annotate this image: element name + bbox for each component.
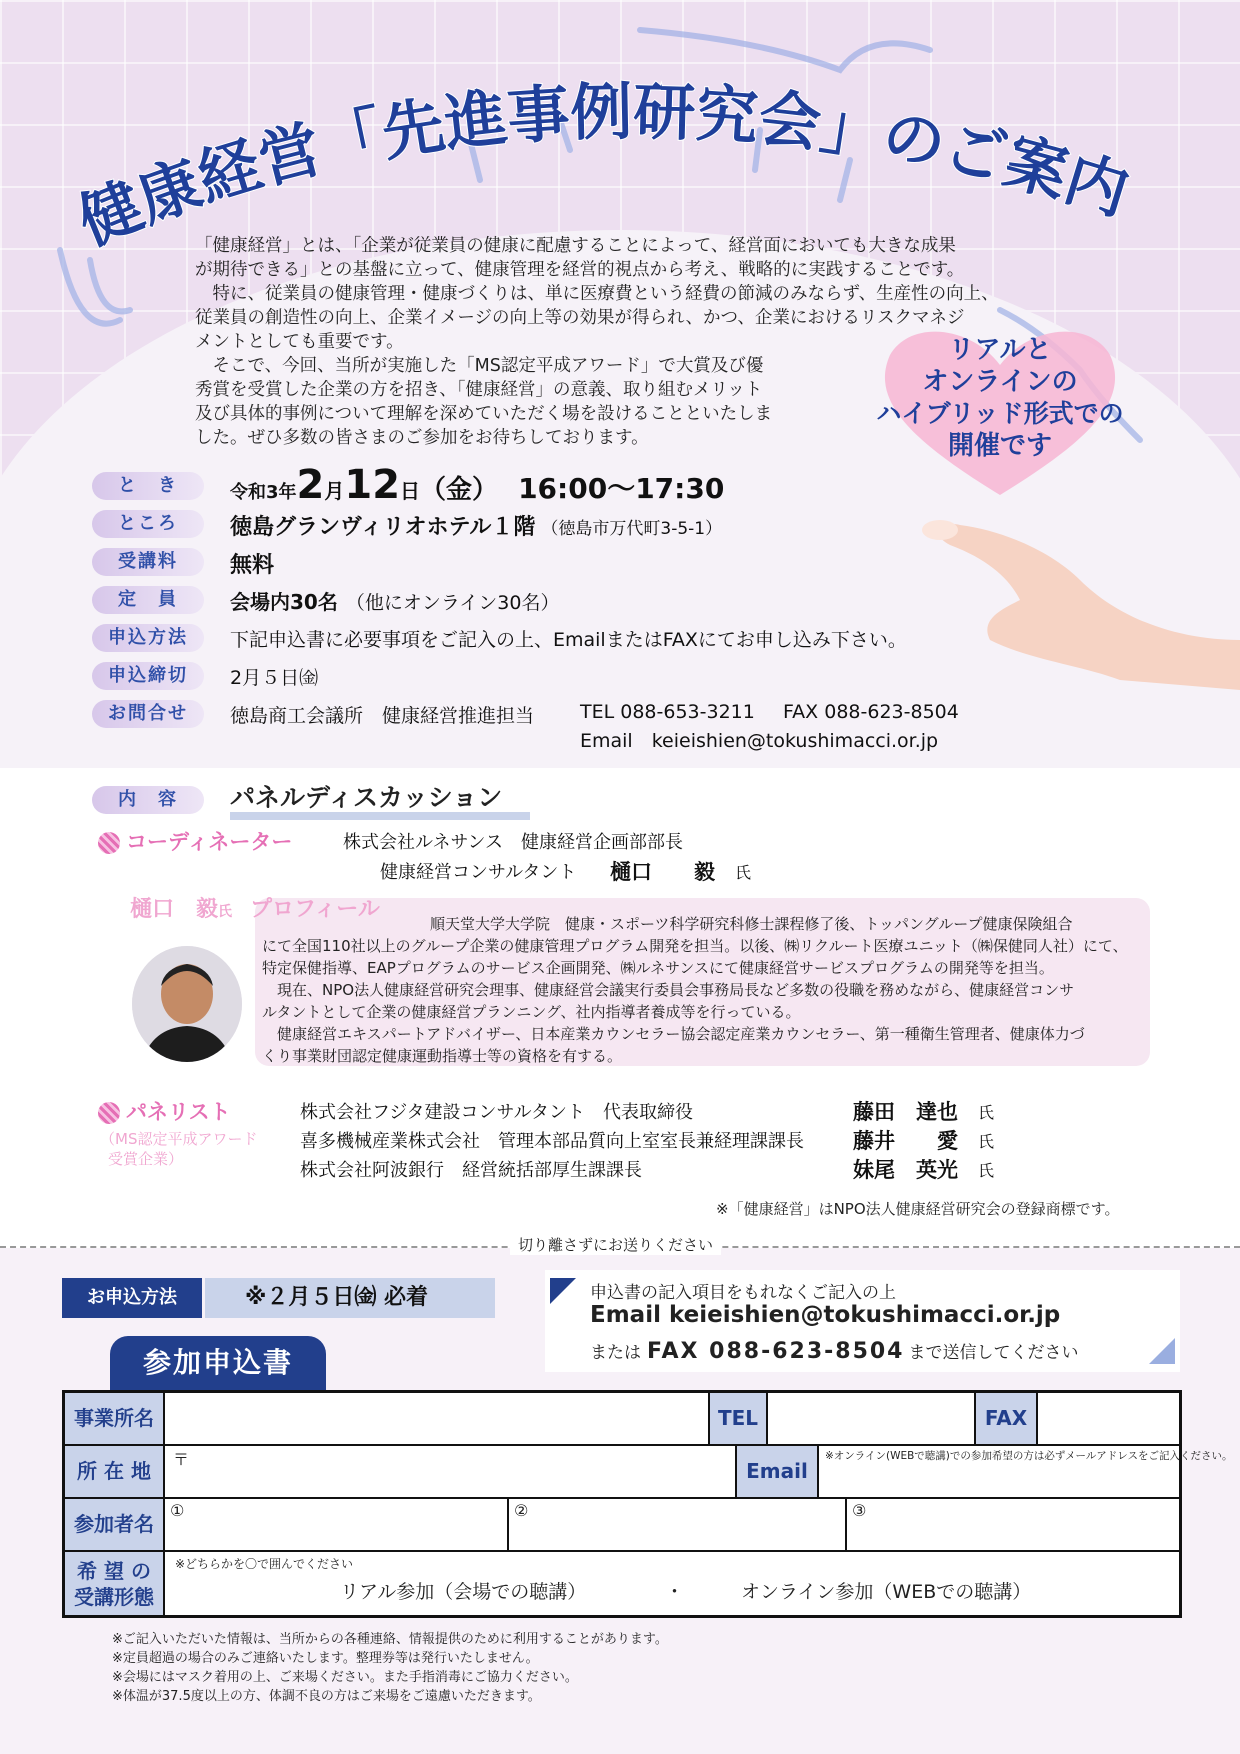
- panelist-2-name: 藤井 愛: [853, 1129, 958, 1153]
- trademark-note: ※「健康経営」はNPO法人健康経営研究会の登録商標です。: [716, 1200, 1120, 1218]
- participant-1-field[interactable]: [165, 1499, 507, 1550]
- email-field[interactable]: [819, 1446, 1179, 1497]
- participant-2-mark: ②: [514, 1501, 529, 1520]
- panelists-sub-1: （MS認定平成アワード: [100, 1130, 258, 1148]
- date-day-unit: 日: [400, 479, 421, 503]
- note-1: ※ご記入いただいた情報は、当所からの各種連絡、情報提供のために利用することがあります。: [112, 1632, 668, 1647]
- label-content: 内 容: [92, 786, 204, 814]
- row-divider: [65, 1550, 1179, 1552]
- date-time: 16:00〜17:30: [518, 472, 725, 505]
- panelist-3-name: 妹尾 英光: [853, 1158, 958, 1182]
- send-email: Email keieishien@tokushimacci.or.jp: [590, 1302, 1061, 1328]
- title-text: 健康経営「先進事例研究会」のご案内: [68, 75, 1138, 260]
- svg-text:健康経営「先進事例研究会」のご案内: [68, 75, 1137, 259]
- label-method: 申込方法: [92, 624, 204, 652]
- venue-address: （徳島市万代町3-5-1）: [541, 519, 723, 539]
- fax-field[interactable]: [1038, 1393, 1179, 1444]
- cut-line-label: 切り離さずにお送りください: [510, 1234, 721, 1255]
- coordinator-affiliation: 株式会社ルネサンス 健康経営企画部部長: [343, 832, 684, 853]
- flower-icon: [98, 1102, 120, 1124]
- profile-heading: [130, 892, 380, 923]
- date-month-unit: 月: [324, 479, 345, 503]
- style-label-line-1: 希 望 の: [77, 1559, 151, 1583]
- label-contact: お問合せ: [92, 700, 204, 728]
- office-label: 事業所名: [65, 1393, 163, 1444]
- application-form: [62, 1390, 1233, 1618]
- contact-fax: FAX 088-623-8504: [783, 701, 959, 723]
- venue-value: [230, 510, 722, 541]
- fee-value: 無料: [230, 553, 275, 578]
- participant-3-field[interactable]: [847, 1499, 1179, 1550]
- heart-line-3: ハイブリッド形式での: [876, 399, 1124, 428]
- hand-illustration: [880, 490, 1240, 690]
- venue-name: 徳島グランヴィリオホテル１階: [230, 515, 536, 540]
- date-era: 令和3年: [230, 482, 297, 503]
- intro-line-9: した。ぜひ多数の皆さまのご参加をお待ちしております。: [195, 428, 649, 448]
- participants-label: 参加者名: [65, 1499, 163, 1550]
- profile-heading-name: 樋口 毅: [130, 897, 219, 922]
- date-day: 12: [344, 462, 401, 508]
- coordinator-name: 樋口 毅: [610, 860, 715, 884]
- date-month: 2: [296, 462, 325, 508]
- heart-line-1: リアルと: [948, 335, 1052, 365]
- panelist-3-honorific: 氏: [978, 1161, 995, 1180]
- tel-field[interactable]: [768, 1393, 974, 1444]
- note-2: ※定員超過の場合のみご連絡いたします。整理券等は発行いたしません。: [112, 1651, 539, 1666]
- office-field[interactable]: [165, 1393, 708, 1444]
- note-4: ※体温が37.5度以上の方、体調不良の方はご来場をご遠慮いただきます。: [112, 1689, 541, 1704]
- capacity-main: 会場内30名: [230, 590, 338, 614]
- corner-triangle-icon: [1149, 1338, 1175, 1364]
- apply-method-label: お申込方法: [62, 1278, 202, 1318]
- intro-line-8: 及び具体的事例について理解を深めていただく場を設けることといたしま: [195, 404, 773, 424]
- style-note: ※どちらかを〇で囲んでください: [175, 1557, 354, 1571]
- fax-label: FAX: [974, 1393, 1038, 1444]
- capacity-value: [230, 586, 559, 615]
- intro-line-3: 特に、従業員の健康管理・健康づくりは、単に医療費という経費の節減のみならず、生産性の向上、: [195, 284, 999, 304]
- avatar: [132, 946, 242, 1062]
- profile-line-3: 特定保健指導、EAPプログラムのサービス企画開発、㈱ルネサンスにて健康経営サービスプログラムの開発等を担当。: [262, 959, 1054, 977]
- form-title: 参加申込書: [110, 1336, 326, 1390]
- participant-3-mark: ③: [852, 1501, 867, 1520]
- panelists-heading-text: パネリスト: [126, 1100, 231, 1124]
- profile-line-7: くり事業財団認定健康運動指導士等の資格を有する。: [262, 1047, 623, 1065]
- intro-line-4: 従業員の創造性の向上、企業イメージの向上等の効果が得られ、かつ、企業におけるリスクマネジ: [195, 308, 965, 328]
- style-label-line-2: 受講形態: [74, 1585, 154, 1609]
- address-field[interactable]: [165, 1446, 735, 1497]
- flower-icon: [98, 832, 120, 854]
- send-instructions: [545, 1270, 1180, 1372]
- label-date: と き: [92, 472, 204, 500]
- participant-2-field[interactable]: [509, 1499, 845, 1550]
- postal-mark: 〒: [173, 1450, 190, 1469]
- date-weekday: （金）: [420, 475, 499, 505]
- heart-line-2: オンラインの: [922, 367, 1078, 397]
- capacity-note: （他にオンライン30名）: [345, 592, 560, 614]
- panelist-1-honorific: 氏: [978, 1103, 995, 1122]
- intro-line-2: が期待できる」との基盤に立って、健康管理を経営的視点から考え、戦略的に実践することです。: [195, 260, 965, 280]
- email-note: ※オンライン(WEBで聴講)での参加希望の方は必ずメールアドレスをご記入ください。: [825, 1450, 1233, 1462]
- profile-heading-shi: 氏: [218, 904, 233, 920]
- panelist-3-org: 株式会社阿波銀行 経営統括部厚生課課長: [300, 1160, 642, 1181]
- profile-heading-label: プロフィール: [250, 897, 380, 922]
- send-line-1: 申込書の記入項目をもれなくご記入の上: [590, 1283, 896, 1303]
- profile-line-4: 現在、NPO法人健康経営研究会理事、健康経営会議実行委員会事務局長など多数の役職を務めながら、健康経営コンサ: [262, 981, 1075, 999]
- label-fee: 受講料: [92, 548, 204, 576]
- option-separator: ・: [665, 1581, 685, 1603]
- panelist-1-org: 株式会社フジタ建設コンサルタント 代表取締役: [300, 1102, 693, 1123]
- intro-line-5: メントとしても重要です。: [195, 332, 404, 352]
- send-end: まで送信してください: [908, 1343, 1079, 1363]
- send-or: または: [590, 1343, 641, 1363]
- address-label: 所 在 地: [65, 1446, 163, 1497]
- intro-line-7: 秀賞を受賞した企業の方を招き、「健康経営」の意義、取り組むメリット: [195, 380, 763, 400]
- panelists-heading: [98, 1096, 231, 1126]
- contact-email: Email keieishien@tokushimacci.or.jp: [580, 730, 939, 752]
- date-value: [230, 462, 724, 508]
- content-value: パネルディスカッション: [230, 783, 503, 812]
- label-venue: ところ: [92, 510, 204, 538]
- panelist-1-name: 藤田 達也: [853, 1100, 958, 1124]
- tel-label: TEL: [708, 1393, 768, 1444]
- coordinator-honorific: 氏: [735, 863, 752, 882]
- intro-line-1: 「健康経営」とは、「企業が従業員の健康に配慮することによって、経営面においても大きな成果: [195, 236, 956, 256]
- option-real[interactable]: リアル参加（会場での聴講）: [340, 1581, 587, 1603]
- coordinator-heading-text: コーディネーター: [126, 830, 293, 854]
- contact-tel: TEL 088-653-3211: [580, 701, 755, 723]
- profile-line-2: にて全国110社以上のグループ企業の健康管理プログラム開発を担当。以後、㈱リクルート医療ユニット（㈱保健同人社）にて、: [262, 937, 1128, 955]
- deadline-value: 2月５日㈮: [230, 667, 319, 689]
- style-label: [65, 1552, 163, 1615]
- method-value: 下記申込書に必要事項をご記入の上、EmailまたはFAXにてお申し込み下さい。: [230, 629, 907, 651]
- label-capacity: 定 員: [92, 586, 204, 614]
- corner-triangle-icon: [550, 1278, 576, 1304]
- coordinator-heading: [98, 826, 292, 856]
- coordinator-role: 健康経営コンサルタント: [380, 862, 577, 883]
- contact-org: 徳島商工会議所 健康経営推進担当: [230, 705, 535, 727]
- person-photo-icon: [132, 946, 242, 1062]
- intro-line-6: そこで、今回、当所が実施した「MS認定平成アワード」で大賞及び優: [195, 356, 764, 376]
- panelist-2-honorific: 氏: [978, 1132, 995, 1151]
- participant-1-mark: ①: [170, 1501, 185, 1520]
- panelist-2-org: 喜多機械産業株式会社 管理本部品質向上室室長兼経理課課長: [300, 1131, 804, 1152]
- apply-deadline: ※２月５日㈮ 必着: [205, 1278, 495, 1318]
- note-3: ※会場にはマスク着用の上、ご来場ください。また手指消毒にご協力ください。: [112, 1670, 578, 1685]
- send-fax: FAX 088-623-8504: [647, 1339, 905, 1364]
- page-title: [60, 60, 1180, 260]
- label-deadline: 申込締切: [92, 662, 204, 690]
- profile-line-6: 健康経営エキスパートアドバイザー、日本産業カウンセラー協会認定産業カウンセラー、第一種衛生管理者、健康体力づ: [262, 1025, 1085, 1043]
- profile-line-1: 順天堂大学大学院 健康・スポーツ科学研究科修士課程修了後、トッパングループ健康保険組合: [430, 915, 1073, 933]
- send-line-3: [590, 1338, 1079, 1364]
- profile-line-5: ルタントとして企業の健康経営プランニング、社内指導者養成等を行っている。: [262, 1003, 801, 1021]
- option-online[interactable]: オンライン参加（WEBでの聴講）: [741, 1581, 1032, 1603]
- heart-line-4: 開催です: [947, 431, 1052, 461]
- email-label: Email: [735, 1446, 819, 1497]
- panelists-sub-2: 受賞企業）: [108, 1150, 184, 1168]
